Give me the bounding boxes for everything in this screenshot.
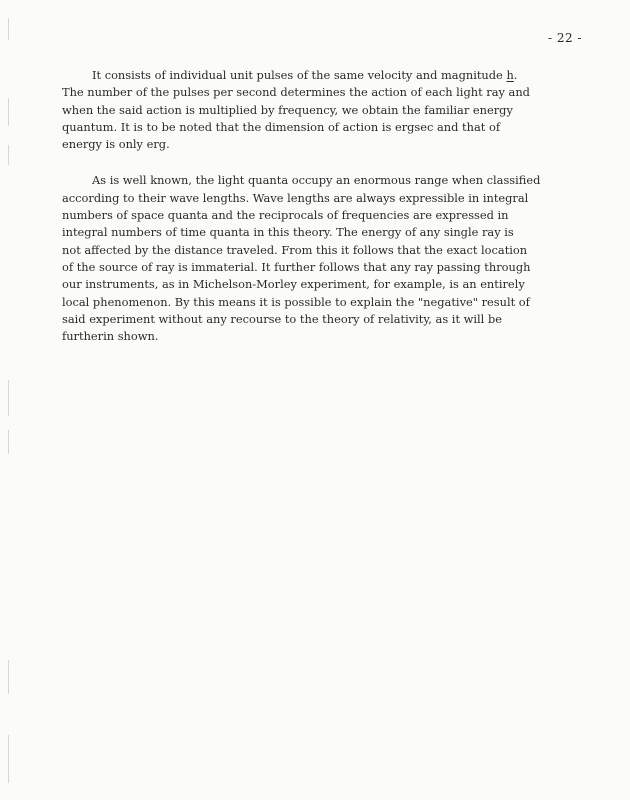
- body-text: [62, 67, 577, 345]
- paragraph-2-line-10: furtherin shown.: [62, 329, 159, 344]
- paragraph-1-line-5: energy is only erg.: [62, 137, 170, 152]
- paragraph-2-line-1: As is well known, the light quanta occupy an enormous range when classified: [92, 173, 541, 188]
- left-edge-mark: [8, 380, 9, 416]
- paragraph-1-line-3: when the said action is multiplied by frequency, we obtain the familiar energy: [62, 102, 513, 117]
- left-edge-mark: [8, 660, 9, 694]
- left-edge-mark: [8, 735, 9, 783]
- left-edge-mark: [8, 98, 9, 126]
- paragraph-1: [62, 67, 577, 153]
- left-edge-mark: [8, 430, 9, 454]
- paragraph-1-line-1: [62, 67, 577, 84]
- paragraph-1-line-2: The number of the pulses per second determines the action of each light ray and: [62, 85, 530, 100]
- paragraph-2-line-5: not affected by the distance traveled. From this it follows that the exact location: [62, 242, 528, 257]
- paragraph-1-line-4: quantum. It is to be noted that the dimension of action is ergsec and that of: [62, 119, 501, 134]
- paragraph-2-line-8: local phenomenon. By this means it is possible to explain the "negative" result of: [62, 294, 530, 309]
- paragraph-2-line-2: according to their wave lengths. Wave lengths are always expressible in integral: [62, 190, 529, 205]
- line-text: It consists of individual unit pulses of the same velocity and magnitude: [92, 68, 507, 82]
- magnitude-symbol: h: [506, 68, 514, 82]
- page-number: - 22 -: [547, 31, 582, 45]
- paragraph-2-line-4: integral numbers of time quanta in this theory. The energy of any single ray is: [62, 225, 514, 240]
- paragraph-2-line-7: our instruments, as in Michelson-Morley experiment, for example, is an entirely: [62, 277, 525, 292]
- paragraph-2-line-9: said experiment without any recourse to the theory of relativity, as it will be: [62, 311, 502, 326]
- line-text: .: [513, 68, 518, 82]
- left-edge-mark: [8, 18, 9, 40]
- left-edge-mark: [8, 145, 9, 165]
- paragraph-2: [62, 172, 577, 345]
- paragraph-2-line-3: numbers of space quanta and the reciprocals of frequencies are expressed in: [62, 208, 509, 223]
- paragraph-2-line-6: of the source of ray is immaterial. It further follows that any ray passing through: [62, 259, 531, 274]
